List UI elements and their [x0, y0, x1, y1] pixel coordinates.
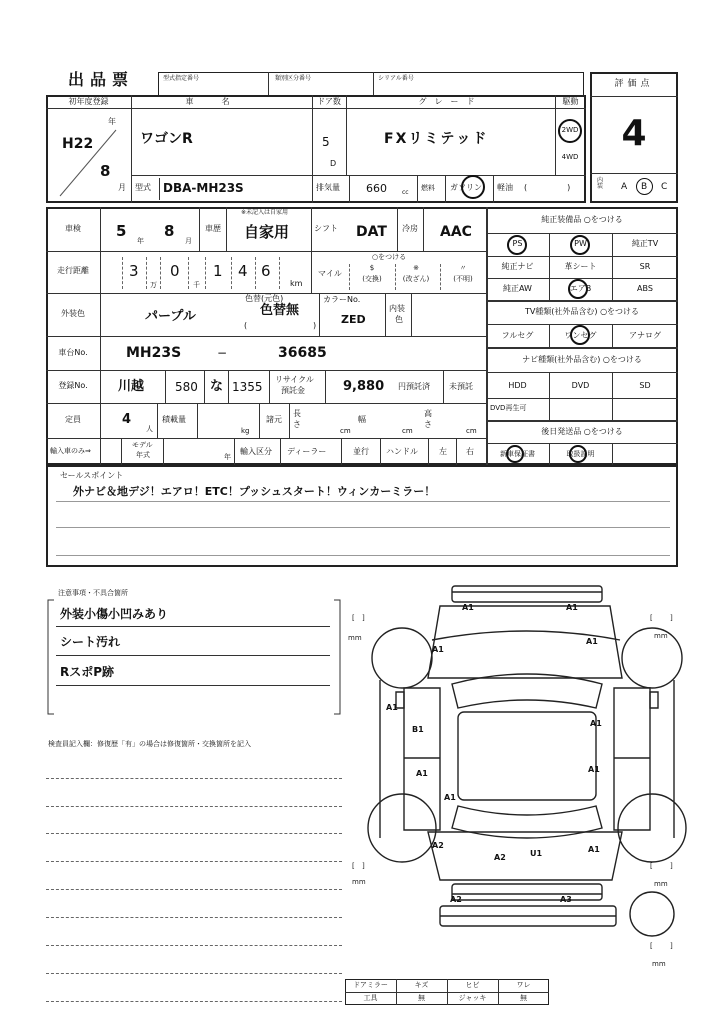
first-reg-month-unit: 月	[118, 183, 126, 192]
interior-a: A	[621, 182, 628, 192]
damage-code: A1	[386, 703, 398, 712]
color-no-label: カラーNo.	[323, 295, 361, 304]
legend-tools: 工具	[363, 994, 378, 1002]
equip-pw-circle	[570, 235, 590, 255]
fuel-diesel-paren: ( )	[524, 183, 571, 192]
tv-oneseg-circle	[570, 325, 590, 345]
equip-ps: PS	[512, 239, 523, 248]
capacity-value: 4	[122, 412, 132, 427]
color-change-label: 色替(元色)	[245, 294, 284, 303]
svg-text:[: [	[650, 614, 653, 622]
reg-area: 川越	[118, 379, 145, 394]
equip-aw: 純正AW	[503, 284, 532, 293]
fuel-diesel: 軽油	[497, 183, 513, 192]
interior-color-label-b: 色	[395, 315, 403, 324]
damage-code: B1	[412, 725, 424, 734]
sales-label: セールスポイント	[60, 471, 124, 480]
sen-unit: 千	[193, 281, 200, 289]
height-label-b: さ	[424, 420, 432, 429]
damage-code: A1	[590, 719, 602, 728]
model-value: DBA-MH23S	[163, 181, 244, 195]
category-label: 類別区分番号	[275, 75, 312, 82]
exchange-symbol: $	[369, 264, 375, 272]
damage-code: A3	[560, 895, 572, 904]
svg-text:mm: mm	[348, 634, 362, 642]
fuel-gasoline: ガソリン	[450, 183, 482, 192]
width-label: 幅	[358, 415, 366, 424]
grade-label: グレード	[418, 97, 483, 106]
load-label: 積載量	[162, 415, 186, 424]
reg-class: 580	[175, 380, 198, 394]
dealer-option: ディーラー	[287, 447, 327, 456]
tv-fullseg: フルセグ	[501, 331, 534, 340]
interior-color-label-a: 内装	[389, 304, 405, 313]
svg-text:]: ]	[670, 862, 673, 870]
form-title: 出品票	[68, 70, 135, 89]
damage-code: U1	[530, 849, 543, 858]
svg-text:mm: mm	[352, 878, 366, 886]
drive-2wd: 2WD	[561, 126, 579, 134]
dims-label: 諸元	[266, 415, 282, 424]
shaken-month: 8	[164, 222, 175, 240]
mileage-digit-1: 3	[129, 262, 139, 280]
interior-score-label: 内装	[597, 177, 604, 190]
man-unit: 万	[150, 281, 157, 289]
damage-code: A1	[588, 845, 600, 854]
equip-sr: SR	[639, 262, 651, 271]
km-unit: km	[290, 279, 303, 288]
damage-code: A1	[586, 637, 598, 646]
history-label: 車歴	[205, 224, 221, 233]
svg-text:]: ]	[670, 942, 673, 950]
shaken-label: 車検	[65, 224, 81, 233]
recycle-label-a: リサイクル	[275, 375, 314, 384]
shaken-month-unit: 月	[185, 237, 192, 245]
sales-box	[46, 465, 678, 567]
damage-code: A2	[494, 853, 506, 862]
later-warranty: 新車保証書	[500, 450, 535, 458]
damage-code: A1	[462, 603, 474, 612]
width-cm: cm	[402, 427, 413, 435]
legend-crack: ヒビ	[465, 981, 480, 989]
first-reg-era: H22	[62, 136, 94, 152]
drive-label: 駆動	[562, 97, 579, 106]
color-no-value: ZED	[341, 313, 366, 326]
exchange-option: (交換)	[362, 275, 382, 283]
recycle-not-deposited: 未預託	[449, 382, 473, 391]
equip-airbag: エアB	[569, 284, 592, 293]
import-label: 輸入車のみ⇒	[50, 447, 91, 455]
doors-d: D	[330, 159, 337, 168]
equipment-title: 純正装備品 ○をつける	[541, 215, 623, 224]
model-year-label-a: モデル	[132, 441, 153, 449]
tv-oneseg: ワンセグ	[564, 331, 597, 340]
capacity-unit: 人	[146, 425, 153, 433]
svg-text:[: [	[650, 862, 653, 870]
import-class-label: 輸入区分	[240, 447, 272, 456]
handle-label: ハンドル	[386, 447, 418, 456]
svg-text:]: ]	[362, 614, 365, 622]
first-reg-year-unit: 年	[108, 117, 116, 126]
legend-tools-value: 無	[418, 994, 425, 1002]
first-reg-label: 初年度登録	[68, 97, 109, 106]
equip-pw: PW	[574, 239, 587, 248]
shaken-year-unit: 年	[137, 237, 144, 245]
damage-code: A1	[588, 765, 600, 774]
sales-text: 外ナビ＆地デジ！エアロ！ETC！プッシュスタート！ウィンカーミラー！	[73, 485, 436, 498]
color-label: 外装色	[61, 309, 85, 318]
equip-navi: 純正ナビ	[501, 262, 534, 271]
handle-right: 右	[466, 447, 474, 456]
fuel-label: 燃料	[421, 184, 435, 192]
svg-text:mm: mm	[654, 880, 668, 888]
car-damage-diagram	[340, 580, 690, 980]
model-label: 型式	[135, 183, 151, 192]
interior-selected-circle	[636, 178, 653, 195]
interior-b: B	[641, 182, 648, 192]
reg-number: 1355	[232, 380, 263, 394]
inspector-label: 検査員記入欄：修復歴「有」の場合は修復箇所・交換箇所を記入	[48, 740, 251, 748]
height-label-a: 高	[424, 409, 432, 418]
color-value: パープル	[145, 309, 196, 324]
modified-option: (改ざん)	[402, 275, 430, 283]
capacity-label: 定員	[65, 415, 81, 424]
later-warranty-circle	[506, 445, 524, 463]
displacement-value: 660	[366, 182, 387, 195]
svg-text:[: [	[650, 942, 653, 950]
dvd-playback: DVD再生可	[490, 404, 527, 412]
fuel-selected-circle	[461, 175, 485, 199]
mile-option: マイル	[318, 269, 342, 278]
shift-value: DAT	[356, 224, 387, 240]
svg-text:]: ]	[362, 862, 365, 870]
length-label-a: 長	[293, 409, 301, 418]
header-id-box	[158, 72, 584, 96]
legend-mirror: ドアミラー	[353, 981, 388, 989]
unknown-option: (不明)	[453, 275, 473, 283]
navi-hdd: HDD	[508, 381, 527, 390]
history-value: 自家用	[244, 223, 290, 241]
doors-label: ドア数	[317, 97, 341, 106]
history-note: ※未記入は自家用	[241, 209, 289, 216]
modified-symbol: ※	[413, 264, 419, 272]
first-reg-month: 8	[100, 162, 111, 180]
score-value: 4	[621, 113, 647, 154]
notes-label: 注意事項・不具合箇所	[58, 589, 128, 597]
mileage-digit-2: 0	[170, 262, 180, 280]
note-item-3: RスポP跡	[60, 665, 115, 679]
tv-title: TV種類(社外品含む) ○をつける	[524, 307, 640, 316]
svg-text:[: [	[352, 614, 355, 622]
color-change-value: 色替無	[260, 303, 300, 318]
grade-value: FXリミテッド	[384, 131, 489, 147]
damage-code: A2	[450, 895, 462, 904]
chassis-label: 車台No.	[58, 348, 88, 357]
mileage-digit-5: 6	[261, 262, 271, 280]
navi-sd: SD	[639, 381, 651, 390]
parallel-option: 並行	[353, 447, 369, 456]
mileage-digit-3: 1	[213, 262, 223, 280]
navi-title: ナビ種類(社外品含む) ○をつける	[522, 355, 642, 364]
legend-scratch: キズ	[414, 981, 429, 989]
length-label-b: さ	[293, 420, 301, 429]
later-manual-circle	[569, 445, 587, 463]
mileage-digit-4: 4	[238, 262, 248, 280]
equip-ps-circle	[507, 235, 527, 255]
circle-label: ○をつける	[372, 253, 407, 261]
model-cert-label: 型式指定番号	[163, 75, 200, 82]
handle-left: 左	[439, 447, 447, 456]
load-kg: kg	[241, 427, 250, 435]
legend-jack-value: 無	[520, 994, 527, 1002]
height-cm: cm	[466, 427, 477, 435]
legend-jack: ジャッキ	[458, 994, 487, 1002]
svg-text:mm: mm	[652, 960, 666, 968]
model-year-label-b: 年式	[136, 451, 150, 459]
damage-code: A1	[566, 603, 578, 612]
shaken-year: 5	[116, 222, 127, 240]
displacement-label: 排気量	[316, 183, 340, 192]
recycle-deposited: 円預託済	[398, 382, 430, 391]
chassis-model: MH23S	[126, 345, 182, 361]
note-item-2: シート汚れ	[60, 635, 121, 649]
ac-value: AAC	[440, 224, 472, 240]
equip-leather: 革シート	[564, 262, 597, 271]
equip-abs: ABS	[637, 284, 653, 293]
recycle-label-b: 預託金	[281, 386, 305, 395]
score-label: 評価点	[614, 79, 654, 89]
unknown-symbol: 〃	[459, 264, 467, 272]
chassis-dash: −	[217, 346, 228, 360]
length-cm: cm	[340, 427, 351, 435]
drive-4wd: 4WD	[561, 153, 579, 161]
navi-dvd: DVD	[571, 381, 590, 390]
damage-code: A1	[444, 793, 456, 802]
later-manual: 取扱説明	[566, 450, 595, 458]
car-name-label: 車名	[185, 97, 258, 106]
cc-unit: cc	[402, 189, 409, 196]
reg-kana: な	[210, 379, 224, 394]
model-year-unit: 年	[224, 453, 231, 461]
damage-code: A1	[432, 645, 444, 654]
tv-analog: アナログ	[629, 331, 661, 340]
color-paren-open: (	[244, 321, 248, 330]
car-name: ワゴンR	[140, 131, 193, 147]
legend-break: ワレ	[516, 981, 531, 989]
later-title: 後日発送品 ○をつける	[541, 427, 623, 436]
reg-label: 登録No.	[58, 381, 88, 390]
interior-c: C	[661, 182, 668, 192]
recycle-value: 9,880	[343, 379, 385, 394]
mileage-label: 走行距離	[57, 266, 89, 275]
damage-code: A1	[416, 769, 428, 778]
equip-airbag-circle	[568, 279, 588, 299]
note-item-1: 外装小傷小凹みあり	[60, 607, 169, 621]
serial-label: シリアル番号	[378, 75, 414, 82]
color-paren-close: )	[313, 321, 317, 330]
damage-code: A2	[432, 841, 444, 850]
equip-tv: 純正TV	[631, 239, 659, 248]
chassis-number: 36685	[278, 345, 327, 361]
svg-text:]: ]	[670, 614, 673, 622]
svg-text:[: [	[352, 862, 355, 870]
svg-text:mm: mm	[654, 632, 668, 640]
shift-label: シフト	[314, 224, 338, 233]
ac-label: 冷房	[402, 224, 418, 233]
doors-value: 5	[322, 135, 330, 149]
